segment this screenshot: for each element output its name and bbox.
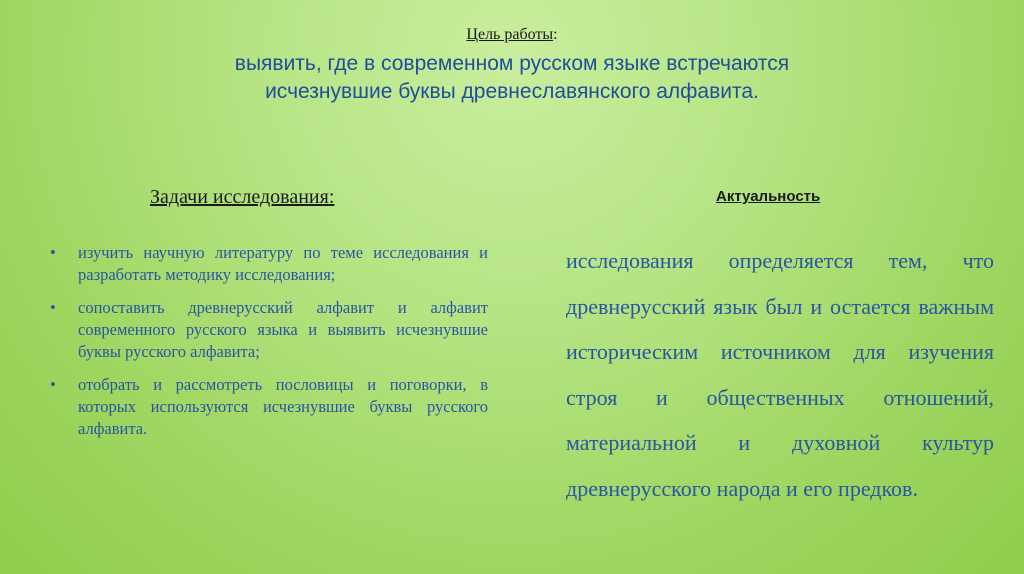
task-text: сопоставить древнерусский алфавит и алфавит современного русского языка и выявить исчезнувшие буквы русского алфавита;: [78, 298, 488, 361]
goal-heading: [0, 26, 1024, 44]
list-item: [50, 242, 488, 286]
task-text: отобрать и рассмотреть пословицы и поговорки, в которых используются исчезнувшие буквы русского алфавита.: [78, 375, 488, 438]
goal-colon: :: [553, 26, 558, 43]
list-item: [50, 374, 488, 440]
tasks-heading-colon: :: [328, 186, 335, 208]
bullet-icon: •: [50, 375, 56, 394]
task-text: изучить научную литературу по теме исследования и разработать методику исследования;: [78, 243, 488, 284]
list-item: [50, 297, 488, 363]
bullet-icon: •: [50, 243, 56, 262]
goal-text: выявить, где в современном русском языке встречаются исчезнувшие буквы древнеславянского алфавита.: [234, 52, 790, 103]
tasks-list: [50, 242, 488, 451]
tasks-heading-label: Задачи исследования: [150, 186, 329, 208]
relevance-text: исследования определяется тем, что древнерусский язык был и остается важным историческим источником для изучения строя и общественных отношений, материальной и духовной культур древнерусского народа и его предков.: [566, 248, 994, 501]
bullet-icon: •: [50, 298, 56, 317]
goal-label: Цель работы: [466, 26, 554, 43]
tasks-heading: [150, 186, 334, 209]
relevance-heading: Актуальность: [716, 188, 821, 205]
